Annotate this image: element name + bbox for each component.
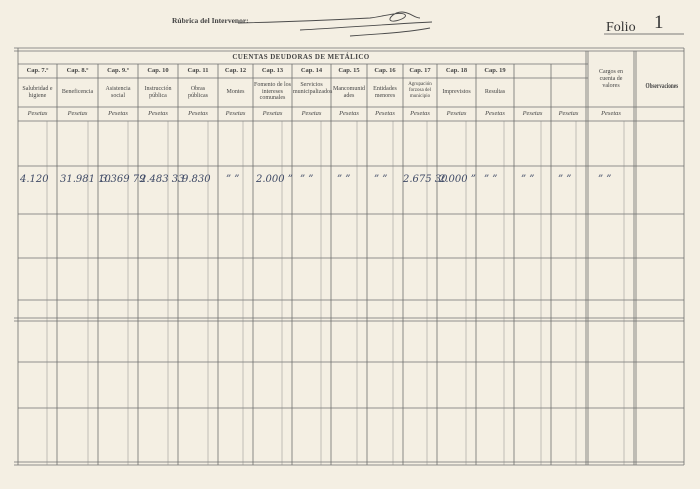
col-desc: Obras públicas [188,86,208,99]
cell-value: 9.830 [182,174,211,185]
col-unit: Pesetas [148,110,168,117]
cell-value: 31.981 10 [60,174,111,185]
cell-value: ” ” [558,174,572,185]
col-cap: Cap. 8.º [66,67,89,74]
col-unit: Pesetas [301,110,322,117]
col-cap: Cap. 15 [338,67,360,74]
col-unit: Pesetas [262,110,283,117]
col-unit: Pesetas [522,110,543,117]
col-desc: Imprevistos [442,89,471,95]
col-desc: Resultas [484,89,506,95]
cell-value: ” ” [226,174,240,185]
col-unit: Pesetas [67,110,88,117]
table-title: CUENTAS DEUDORAS DE METÁLICO [232,53,370,61]
col-cap: Cap. 9.º [107,67,129,74]
col-unit: Pesetas [410,110,430,117]
col-cap: Cap. 12 [224,67,247,74]
cargos-header: Cargos en cuenta de valores [598,69,624,89]
col-cap: Cap. 19 [484,67,506,74]
col-unit: Pesetas [188,110,208,117]
col-cap: Cap. 10 [147,67,169,74]
col-unit: Pesetas [485,110,505,117]
col-unit: Pesetas [27,110,48,117]
cell-value: ” ” [337,174,351,185]
cell-value: 2.483 33 [140,174,185,185]
col-desc: Montes [226,89,245,95]
cell-value: 2.000 ” [439,174,476,185]
cell-value: ” ” [374,174,388,185]
col-unit: Pesetas [375,110,395,117]
col-desc: Servicios municipalizados [293,82,333,95]
col-desc: Beneficencia [61,89,94,95]
folio-label: Folio [606,20,636,35]
cell-value: ” ” [521,174,535,185]
col-cap: Cap. 18 [445,67,468,74]
col-cap: Cap. 16 [374,67,396,74]
col-desc: Mancomunidades [333,86,365,99]
col-cap: Cap. 14 [300,67,323,74]
cargos-value: ” ” [598,174,612,185]
signature-scribble [238,12,432,36]
col-cap: Cap. 17 [409,67,431,74]
cell-value: 2.675 30 [403,174,448,185]
cell-value: ” ” [300,174,314,185]
observaciones-header: Observaciones [645,82,679,90]
col-unit: Pesetas [339,110,359,117]
col-desc: Asistencia social [105,86,131,99]
folio-number: 1 [654,12,664,33]
col-cap: Cap. 7.º [26,67,49,74]
cell-value: ” ” [484,174,498,185]
col-unit: Pesetas [601,110,621,117]
col-cap: Cap. 11 [187,67,209,74]
col-desc: Entidades menores [373,86,397,99]
col-desc: Fomento de los intereses comunales [254,82,291,101]
col-desc: Instrucción pública [144,86,172,99]
col-cap: Cap. 13 [261,67,284,74]
col-unit: Pesetas [446,110,467,117]
col-desc: Salubridad e higiene [22,86,53,99]
col-desc: Agrupación forzosa del municipio [408,82,432,99]
col-unit: Pesetas [108,110,128,117]
col-unit: Pesetas [558,110,579,117]
col-unit: Pesetas [225,110,246,117]
cell-value: 2.000 ” [256,174,293,185]
cell-value: 4.120 [20,174,49,185]
rubrica-label: Rúbrica del Intervenor: [172,16,249,25]
cell-value: 3.369 79 [101,174,146,185]
